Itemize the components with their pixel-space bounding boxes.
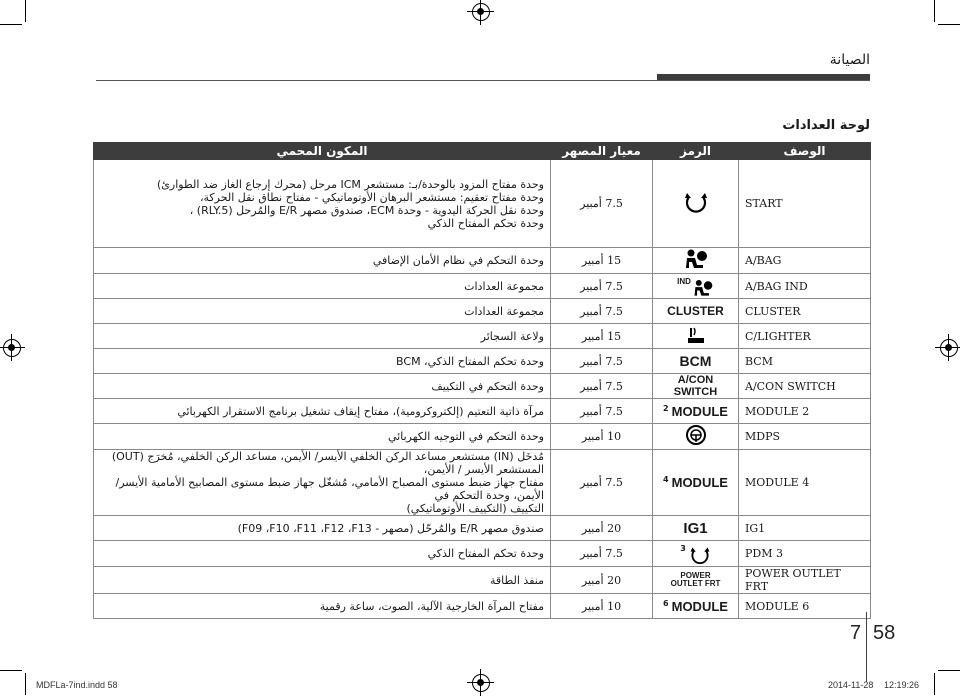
table-row xyxy=(94,160,871,248)
start-fuse-icon xyxy=(683,189,709,215)
symbol-cell xyxy=(653,299,739,324)
table-row xyxy=(94,567,871,594)
circuit-cell: مجموعة العدادات xyxy=(94,299,551,324)
rating-cell: 7.5 أمبير xyxy=(551,349,653,374)
symbol-cell xyxy=(653,450,739,516)
symbol-cell xyxy=(653,248,739,274)
circuit-cell: مُدخَل (IN) مستشعر مساعد الركن الخلفي الأيسر/ الأيمن، مساعد الركن الخلفي، مُخرَج (OUT) المستشعر الأيسر / الأيمن، مفتاح جهاز ضبط مستوى المصباح الأمامي، مُشغّل جهاز ضبط مستوى المصابيح الأمامية الأيسر/ الأيمن، وحدة التحكم في التكييف (التكييف الأوتوماتيكي) xyxy=(94,450,551,516)
table-header-row xyxy=(94,143,871,160)
header-thin-rule xyxy=(96,80,870,81)
bcm-label-icon: BCM xyxy=(679,353,712,369)
rating-cell: 15 أمبير xyxy=(551,324,653,349)
circuit-cell: وحدة تحكم المفتاح الذكي xyxy=(94,541,551,567)
module-label-icon: $^6$ MODULE xyxy=(663,598,728,614)
fuse-name-cell: IG1 xyxy=(739,516,871,541)
ig1-label-icon: IG1 xyxy=(683,519,708,537)
fuse-name-cell: C/LIGHTER xyxy=(739,324,871,349)
circuit-cell: منفذ الطاقة xyxy=(94,567,551,594)
fuse-name-cell: BCM xyxy=(739,349,871,374)
circuit-cell: وحدة مفتاح المزود بالوحدة/بـ: مستشعر ICM مرحل (محرك إرجاع الغاز ضد الطوارئ) وحدة مفتاح تعقيم: مستشعر البرهان الأوتوماتيكي - مفتاح نطاق نقل الحركة، وحدة نقل الحركة اليدوية - وحدة ECM، صندوق مصهر E/R والمُرحل (RLY.5) ، وحدة تحكم المفتاح الذكي xyxy=(94,160,551,248)
circuit-cell: مجموعة العدادات xyxy=(94,274,551,299)
symbol-cell xyxy=(653,594,739,619)
table-row xyxy=(94,299,871,324)
table-row xyxy=(94,349,871,374)
table-row xyxy=(94,374,871,399)
column-header-circuit: المكون المحمي xyxy=(94,143,551,160)
table-row xyxy=(94,594,871,619)
footer-time: 12:19:26 xyxy=(884,680,920,690)
registration-mark-icon xyxy=(472,674,490,692)
column-header-rating: معيار المصهر xyxy=(551,143,653,160)
crop-mark xyxy=(938,670,960,671)
registration-mark-icon xyxy=(472,3,490,21)
circuit-cell: وحدة تحكم المفتاح الذكي، BCM xyxy=(94,349,551,374)
fuse-name-cell: CLUSTER xyxy=(739,299,871,324)
crop-mark xyxy=(934,673,935,695)
fuse-name-cell: MDPS xyxy=(739,424,871,450)
circuit-cell: صندوق مصهر E/R والمُرحّل (مصهر - F09 ،F10 ،F11 ،F12 ،F13) xyxy=(94,516,551,541)
table-row xyxy=(94,541,871,567)
circuit-cell: مفتاح المرآة الخارجية الآلية، الصوت، ساعة رقمية xyxy=(94,594,551,619)
table-row xyxy=(94,450,871,516)
crop-mark xyxy=(0,670,22,671)
footer-date: 2014-11-28 xyxy=(828,680,874,690)
table-title: لوحة العدادات xyxy=(782,118,870,133)
fuse-table xyxy=(93,142,871,619)
rating-cell: 20 أمبير xyxy=(551,567,653,594)
cluster-label-icon: CLUSTER xyxy=(667,304,724,318)
symbol-cell xyxy=(653,274,739,299)
crop-mark xyxy=(934,0,935,22)
table-row xyxy=(94,324,871,349)
cigarette-lighter-icon xyxy=(683,325,709,345)
rating-cell: 10 أمبير xyxy=(551,594,653,619)
registration-mark-icon xyxy=(940,339,958,357)
rating-cell: 10 أمبير xyxy=(551,424,653,450)
table-row xyxy=(94,274,871,299)
symbol-cell xyxy=(653,160,739,248)
crop-mark xyxy=(0,24,22,25)
rating-cell: 7.5 أمبير xyxy=(551,299,653,324)
symbol-cell xyxy=(653,424,739,450)
table-row xyxy=(94,424,871,450)
circuit-cell: وحدة التحكم في التكييف xyxy=(94,374,551,399)
footer-file: MDFLa-7ind.indd 58 xyxy=(36,680,118,690)
symbol-cell xyxy=(653,516,739,541)
fuse-name-cell: PDM 3 xyxy=(739,541,871,567)
fuse-name-cell: MODULE 2 xyxy=(739,399,871,424)
rating-cell: 7.5 أمبير xyxy=(551,274,653,299)
circuit-cell: وحدة التحكم في التوجيه الكهربائي xyxy=(94,424,551,450)
rating-cell: 15 أمبير xyxy=(551,248,653,274)
steering-wheel-icon xyxy=(685,424,707,446)
pdm-start-icon: 3 xyxy=(680,544,711,566)
symbol-cell xyxy=(653,374,739,399)
rating-cell: 7.5 أمبير xyxy=(551,374,653,399)
symbol-cell xyxy=(653,324,739,349)
fuse-name-cell: POWER OUTLET FRT xyxy=(739,567,871,594)
module-label-icon: $^4$ MODULE xyxy=(663,475,728,490)
fuse-name-cell: MODULE 4 xyxy=(739,450,871,516)
symbol-cell xyxy=(653,541,739,567)
column-header-name: الوصف xyxy=(739,143,871,160)
page-number-divider xyxy=(866,612,867,682)
crop-mark xyxy=(25,0,26,22)
fuse-name-cell: START xyxy=(739,160,871,248)
rating-cell: 7.5 أمبير xyxy=(551,399,653,424)
table-row xyxy=(94,248,871,274)
power-outlet-label-icon: POWER OUTLET FRT xyxy=(670,570,721,588)
rating-cell: 7.5 أمبير xyxy=(551,450,653,516)
chapter-number: 7 xyxy=(850,622,862,644)
module-label-icon: $^2$ MODULE xyxy=(663,403,728,419)
airbag-icon xyxy=(683,248,709,270)
rating-cell: 7.5 أمبير xyxy=(551,541,653,567)
crop-mark xyxy=(25,673,26,695)
registration-mark-icon xyxy=(3,339,21,357)
column-header-symbol: الرمز xyxy=(653,143,739,160)
rating-cell: 7.5 أمبير xyxy=(551,160,653,248)
rating-cell: 20 أمبير xyxy=(551,516,653,541)
page-number: 58 xyxy=(873,622,896,644)
table-row xyxy=(94,399,871,424)
airbag-indicator-icon: IND xyxy=(677,278,714,298)
symbol-cell xyxy=(653,399,739,424)
fuse-name-cell: A/CON SWITCH xyxy=(739,374,871,399)
symbol-cell xyxy=(653,349,739,374)
fuse-name-cell: A/BAG IND xyxy=(739,274,871,299)
circuit-cell: مرآة ذاتية التعتيم (إلكتروكرومية)، مفتاح إيقاف تشغيل برنامج الاستقرار الكهربائي xyxy=(94,399,551,424)
section-title: الصيانة xyxy=(829,52,870,68)
acon-switch-label-icon: A/CON SWITCH xyxy=(673,374,718,398)
crop-mark xyxy=(938,24,960,25)
table-row xyxy=(94,516,871,541)
circuit-cell: وحدة التحكم في نظام الأمان الإضافي xyxy=(94,248,551,274)
fuse-name-cell: A/BAG xyxy=(739,248,871,274)
circuit-cell: ولاعة السجائر xyxy=(94,324,551,349)
symbol-cell xyxy=(653,567,739,594)
fuse-name-cell: MODULE 6 xyxy=(739,594,871,619)
